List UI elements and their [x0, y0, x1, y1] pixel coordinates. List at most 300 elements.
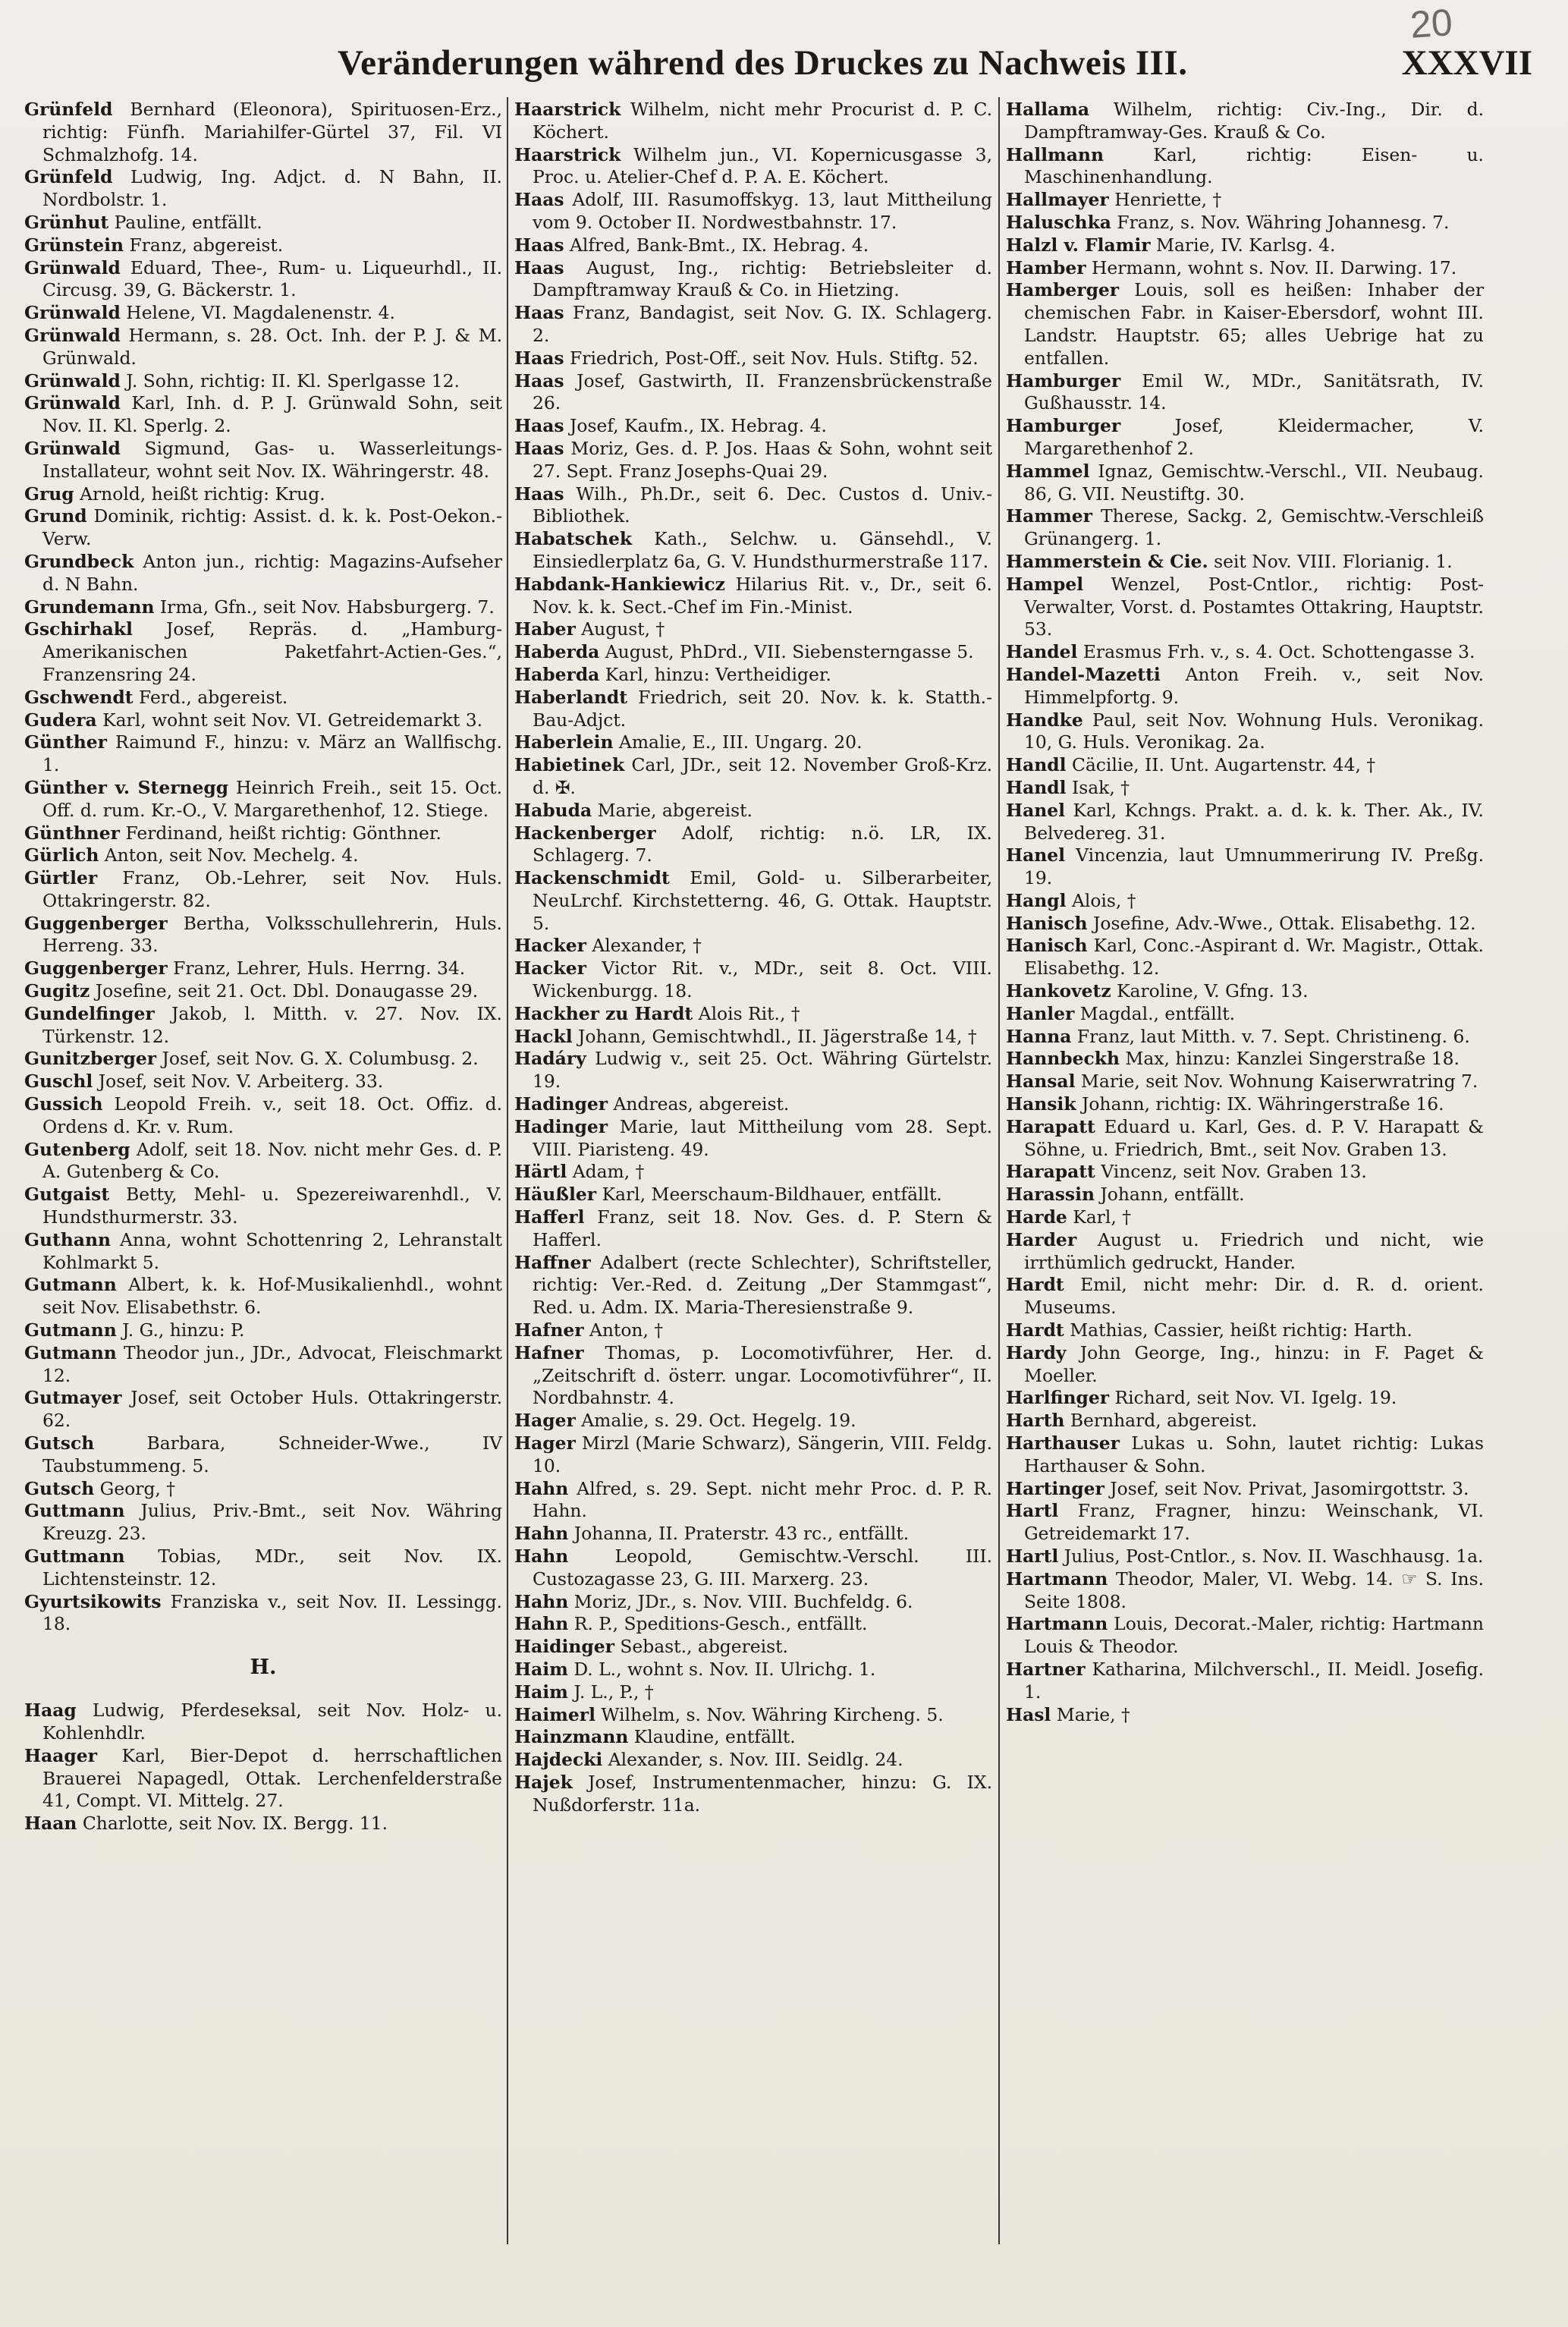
entry-details: Johanna, II. Praterstr. 43 rc., entfällt. [573, 1523, 910, 1545]
entry-surname: Hartl [1006, 1546, 1059, 1567]
entry-surname: Grünwald [24, 437, 121, 459]
entry-surname: Handl [1006, 776, 1067, 798]
entry-surname: Hallmann [1006, 143, 1104, 165]
entry-surname: Handke [1006, 709, 1083, 731]
entry-details: Hermann, wohnt s. Nov. II. Darwing. 17. [1092, 256, 1457, 278]
directory-entry [514, 1161, 992, 1184]
directory-entry [24, 257, 502, 303]
directory-entry [24, 1432, 502, 1478]
directory-entry [514, 1184, 992, 1206]
directory-entry [514, 1319, 992, 1342]
entry-details: Carl, JDr., seit 12. November Groß-Krz. d. ✠. [533, 754, 992, 798]
entry-details: Emil, Gold- u. Silberarbeiter, NeuLrchf. Kirchstetterng. 46, G. Ottak. Hauptstr. 5. [533, 867, 993, 934]
entry-surname: Haberda [514, 641, 600, 663]
entry-details: Karl, † [1073, 1206, 1131, 1228]
directory-entry [1006, 709, 1484, 755]
directory-entry [24, 867, 502, 913]
directory-entry [514, 234, 992, 257]
entry-details: Ferdinand, heißt richtig: Gönthner. [125, 822, 441, 844]
directory-entry [1006, 800, 1484, 845]
entry-surname: Hafferl [514, 1206, 585, 1228]
directory-entry [1006, 1116, 1484, 1162]
directory-entry [1006, 980, 1484, 1003]
entry-surname: Gutmann [24, 1341, 117, 1363]
entry-details: Max, hinzu: Kanzlei Singerstraße 18. [1125, 1048, 1460, 1070]
entry-details: Josefine, Adv.-Wwe., Ottak. Elisabethg. 12. [1093, 912, 1476, 934]
entry-surname: Grünfeld [24, 166, 113, 188]
entry-details: Adolf, seit 18. Nov. nicht mehr Ges. d. P. A. Gutenberg & Co. [42, 1138, 503, 1183]
directory-entry [24, 958, 502, 980]
entry-surname: Hansik [1006, 1093, 1076, 1115]
entry-details: Josefine, seit 21. Oct. Dbl. Donaugasse 29. [95, 980, 479, 1002]
entry-surname: Hamburger [1006, 369, 1121, 392]
entry-details: August u. Friedrich und nicht, wie irrthümlich gedruckt, Hander. [1024, 1228, 1485, 1273]
directory-entry [514, 257, 992, 303]
entry-surname: Hahn [514, 1590, 569, 1612]
entry-surname: Haber [514, 618, 576, 640]
directory-entry [24, 370, 502, 393]
directory-entry [1006, 551, 1484, 574]
directory-entry [24, 1387, 502, 1432]
directory-entry [514, 754, 992, 800]
entry-details: Erasmus Frh. v., s. 4. Oct. Schottengasse 3. [1083, 641, 1475, 663]
entry-surname: Hanisch [1006, 912, 1088, 934]
entry-details: Mirzl (Marie Schwarz), Sängerin, VIII. Feldg. 10. [533, 1432, 993, 1476]
directory-entry [24, 777, 502, 822]
entry-details: Cäcilie, II. Unt. Augartenstr. 44, † [1071, 754, 1376, 776]
entry-surname: Hanel [1006, 799, 1066, 821]
directory-entry [1006, 913, 1484, 936]
entry-details: Karl, Kchngs. Prakt. a. d. k. k. Ther. Ak., IV. Belvedereg. 31. [1024, 799, 1484, 844]
directory-entry [1006, 664, 1484, 709]
entry-surname: Harder [1006, 1228, 1077, 1250]
entry-surname: Harapatt [1006, 1161, 1095, 1183]
entry-details: Josef, Kaufm., IX. Hebrag. 4. [570, 415, 827, 437]
directory-entry [514, 1591, 992, 1614]
entry-surname: Hallmayer [1006, 189, 1109, 211]
handwritten-page-mark: 20 [1409, 1, 1454, 46]
entry-surname: Gutsch [24, 1477, 95, 1499]
column-divider [998, 97, 1000, 2244]
directory-entry [1006, 1342, 1484, 1388]
entry-surname: Guttmann [24, 1500, 125, 1522]
entry-details: Georg, † [99, 1477, 175, 1499]
entry-details: Hilarius Rit. v., Dr., seit 6. Nov. k. k. Sect.-Chef im Fin.-Minist. [533, 573, 992, 618]
entry-details: Karl, Meerschaum-Bildhauer, entfällt. [602, 1184, 942, 1206]
entry-details: Josef, Repräs. d. „Hamburg-Amerikanischen Paketfahrt-Actien-Ges.“, Franzensring 24. [42, 618, 502, 685]
entry-details: Karl, Bier-Depot d. herrschaftlichen Brauerei Napagedl, Ottak. Lerchenfelderstraße 41, Compt. VI. Mittelg. 27. [42, 1744, 503, 1812]
entry-surname: Hannbeckh [1006, 1048, 1120, 1070]
directory-entry [1006, 641, 1484, 664]
directory-entry [24, 99, 502, 166]
entry-surname: Grug [24, 483, 74, 505]
entry-details: Friedrich, seit 20. Nov. k. k. Statth.-Bau-Adjct. [533, 686, 992, 731]
directory-entry [514, 1772, 992, 1817]
directory-entry [514, 528, 992, 574]
entry-surname: Haffner [514, 1251, 591, 1273]
entry-surname: Hadáry [514, 1048, 586, 1070]
entry-details: Marie, abgereist. [597, 799, 753, 821]
directory-entry [1006, 415, 1484, 461]
entry-surname: Haberlein [514, 731, 614, 753]
entry-surname: Hadinger [514, 1115, 608, 1137]
entry-surname: Guggenberger [24, 912, 168, 934]
directory-entry [24, 1745, 502, 1813]
directory-entry [514, 1546, 992, 1591]
directory-entry [514, 1093, 992, 1116]
entry-details: August, † [581, 618, 665, 640]
directory-entry [24, 1319, 502, 1342]
entry-details: August, Ing., richtig: Betriebsleiter d. Dampftramway Krauß & Co. in Hietzing. [533, 256, 992, 301]
directory-entry [1006, 189, 1484, 212]
entry-surname: Häußler [514, 1184, 597, 1206]
entry-details: Josef, Instrumentenmacher, hinzu: G. IX. Nußdorferstr. 11a. [533, 1771, 993, 1816]
directory-entry [514, 1726, 992, 1749]
entry-details: Charlotte, seit Nov. IX. Bergg. 11. [82, 1813, 388, 1835]
directory-entry [24, 1342, 502, 1388]
entry-surname: Guschl [24, 1071, 93, 1093]
directory-entry [24, 392, 502, 438]
directory-entry [1006, 1274, 1484, 1319]
directory-entry [1006, 257, 1484, 280]
directory-entry [1006, 1568, 1484, 1614]
entry-details: Franz, Fragner, hinzu: Weinschank, VI. Getreidemarkt 17. [1024, 1500, 1484, 1545]
entry-surname: Hartmann [1006, 1613, 1108, 1635]
entry-details: Josef, seit October Huls. Ottakringerstr. 62. [42, 1387, 503, 1432]
entry-details: Wenzel, Post-Cntlor., richtig: Post-Verwalter, Vorst. d. Postamtes Ottakring, Hauptstr. 53. [1024, 573, 1484, 640]
section-letter-h: H. [250, 1656, 277, 1680]
directory-entry [1006, 1704, 1484, 1727]
entry-details: Josef, Kleidermacher, V. Margarethenhof 2. [1024, 415, 1485, 459]
entry-details: Josef, seit Nov. G. X. Columbusg. 2. [162, 1048, 479, 1070]
column-1 [24, 99, 502, 1835]
directory-entry [514, 1659, 992, 1681]
entry-details: Friedrich, Post-Off., seit Nov. Huls. Stiftg. 52. [570, 347, 979, 369]
entry-surname: Hacker [514, 935, 586, 957]
entry-details: D. L., wohnt s. Nov. II. Ulrichg. 1. [573, 1658, 876, 1680]
directory-entry [24, 212, 502, 234]
directory-entry [514, 1116, 992, 1162]
entry-details: Irma, Gfn., seit Nov. Habsburgerg. 7. [159, 596, 495, 618]
entry-surname: Gutenberg [24, 1138, 130, 1160]
entry-surname: Hammer [1006, 505, 1092, 527]
directory-entry [1006, 1071, 1484, 1093]
entry-surname: Hacker [514, 958, 586, 980]
entry-details: Wilh., Ph.Dr., seit 6. Dec. Custos d. Univ.-Bibliothek. [533, 483, 992, 527]
directory-entry [24, 822, 502, 845]
directory-entry [24, 844, 502, 867]
entry-surname: Haag [24, 1700, 77, 1722]
entry-surname: Grünfeld [24, 99, 113, 120]
directory-entry [24, 1813, 502, 1835]
entry-surname: Haidinger [514, 1636, 614, 1658]
directory-entry [1006, 144, 1484, 190]
column-1-entries [24, 99, 502, 1636]
directory-entry [514, 574, 992, 619]
entry-details: Arnold, heißt richtig: Krug. [80, 483, 325, 505]
entry-details: Josef, seit Nov. Privat, Jasomirgottstr. 3. [1110, 1477, 1469, 1499]
entry-details: John George, Ing., hinzu: in F. Paget & Moeller. [1024, 1341, 1484, 1386]
entry-surname: Hangl [1006, 889, 1067, 911]
entry-details: Sebast., abgereist. [620, 1636, 788, 1658]
entry-surname: Harlfinger [1006, 1387, 1110, 1409]
entry-surname: Gyurtsikowits [24, 1590, 162, 1612]
entry-surname: Härtl [514, 1161, 567, 1183]
entry-details: Sigmund, Gas- u. Wasserleitungs-Installateur, wohnt seit Nov. IX. Währingerstr. 48. [42, 437, 502, 482]
entry-surname: Hahn [514, 1546, 569, 1567]
directory-entry [1006, 1048, 1484, 1071]
directory-entry [24, 166, 502, 212]
entry-details: Adolf, richtig: n.ö. LR, IX. Schlagerg. 7. [533, 822, 992, 866]
entry-details: Isak, † [1071, 776, 1130, 798]
directory-entry [514, 1003, 992, 1026]
directory-entry [1006, 212, 1484, 234]
entry-details: Karl, wohnt seit Nov. VI. Getreidemarkt 3. [102, 709, 483, 731]
directory-entry [24, 1274, 502, 1319]
directory-entry [1006, 1387, 1484, 1410]
entry-surname: Hartner [1006, 1658, 1086, 1680]
column-2-entries [514, 99, 992, 1817]
entry-surname: Haas [514, 437, 564, 459]
entry-surname: Hajdecki [514, 1749, 603, 1771]
entry-surname: Grünwald [24, 324, 121, 346]
entry-details: J. L., P., † [573, 1681, 654, 1703]
entry-surname: Hager [514, 1432, 576, 1454]
entry-details: Franz, Ob.-Lehrer, seit Nov. Huls. Ottakringerstr. 82. [42, 867, 503, 911]
entry-details: Paul, seit Nov. Wohnung Huls. Veronikag. 10, G. Huls. Veronikag. 2a. [1024, 709, 1485, 753]
column-1-entries-after [24, 1700, 502, 1835]
entry-surname: Haarstrick [514, 99, 621, 120]
entry-details: Tobias, MDr., seit Nov. IX. Lichtensteinstr. 12. [42, 1546, 503, 1590]
entry-details: Eduard, Thee-, Rum- u. Liqueurhdl., II. Circusg. 39, G. Bäckerstr. 1. [42, 256, 503, 301]
directory-entry [514, 144, 992, 190]
entry-surname: Günther [24, 731, 108, 753]
entry-details: Theodor jun., JDr., Advocat, Fleischmarkt 12. [42, 1341, 502, 1386]
directory-entry [24, 596, 502, 619]
entry-details: Raimund F., hinzu: v. März an Wallfischg. 1. [42, 731, 502, 776]
entry-details: Helene, VI. Magdalenenstr. 4. [126, 302, 395, 324]
directory-entry [514, 867, 992, 935]
entry-details: Anna, wohnt Schottenring 2, Lehranstalt Kohlmarkt 5. [42, 1228, 502, 1273]
entry-details: Victor Rit. v., MDr., seit 8. Oct. VIII. Wickenburgg. 18. [533, 958, 992, 1002]
entry-details: Franz, abgereist. [129, 234, 284, 256]
page-header [23, 42, 1532, 91]
entry-surname: Günthner [24, 822, 121, 844]
directory-entry [514, 1342, 992, 1410]
entry-details: Anton, seit Nov. Mechelg. 4. [104, 844, 359, 866]
directory-entry [1006, 279, 1484, 369]
directory-entry [514, 935, 992, 958]
directory-entry [514, 822, 992, 868]
entry-surname: Hardt [1006, 1319, 1064, 1341]
entry-surname: Gutmayer [24, 1387, 122, 1409]
entry-details: Mathias, Cassier, heißt richtig: Harth. [1070, 1319, 1412, 1341]
directory-entry [24, 1546, 502, 1591]
entry-surname: Haas [514, 347, 564, 369]
entry-surname: Grünhut [24, 211, 109, 233]
entry-details: Louis, soll es heißen: Inhaber der chemischen Fabr. in Kaiser-Ebersdorf, wohnt III. Landstr. Hauptstr. 65; alles Uebrige hat zu entfallen. [1024, 279, 1484, 369]
entry-details: Marie, seit Nov. Wohnung Kaiserwratring 7. [1080, 1071, 1478, 1093]
directory-entry [1006, 1229, 1484, 1275]
entry-surname: Hasl [1006, 1703, 1051, 1725]
directory-entry [1006, 1659, 1484, 1704]
entry-surname: Hackenberger [514, 822, 656, 844]
directory-entry [514, 1410, 992, 1432]
entry-details: J. Sohn, richtig: II. Kl. Sperlgasse 12. [126, 369, 460, 392]
entry-surname: Grundbeck [24, 550, 134, 572]
entry-surname: Hahn [514, 1477, 569, 1499]
directory-entry [24, 438, 502, 483]
entry-details: Johann, richtig: IX. Währingerstraße 16. [1081, 1093, 1444, 1115]
entry-surname: Hanler [1006, 1002, 1075, 1024]
directory-entry [24, 709, 502, 732]
entry-details: Jakob, l. Mitth. v. 27. Nov. IX. Türkenstr. 12. [42, 1002, 502, 1047]
entry-details: Louis, Decorat.-Maler, richtig: Hartmann Louis & Theodor. [1024, 1613, 1484, 1658]
entry-surname: Haas [514, 483, 564, 505]
entry-surname: Hartl [1006, 1500, 1059, 1522]
directory-entry [1006, 1206, 1484, 1229]
entry-details: Marie, † [1056, 1703, 1130, 1725]
directory-entry [24, 1003, 502, 1049]
directory-entry [24, 687, 502, 709]
entry-surname: Gundelfinger [24, 1002, 155, 1024]
directory-entry [1006, 234, 1484, 257]
entry-details: Alois, † [1071, 889, 1136, 911]
directory-entry [1006, 1478, 1484, 1501]
entry-surname: Gürlich [24, 844, 99, 866]
entry-surname: Haarstrick [514, 143, 621, 165]
entry-surname: Haas [514, 189, 564, 211]
entry-details: Adolf, III. Rasumoffskyg. 13, laut Mittheilung vom 9. October II. Nordwestbahnstr. 17. [533, 189, 993, 233]
directory-entry [514, 1681, 992, 1704]
entry-surname: Haas [514, 234, 564, 256]
entry-details: Eduard u. Karl, Ges. d. P. V. Harapatt & Söhne, u. Friedrich, Bmt., seit Nov. Graben 13. [1024, 1115, 1485, 1160]
entry-details: Anton Freih. v., seit Nov. Himmelpfortg. 9. [1024, 663, 1485, 708]
entry-surname: Harde [1006, 1206, 1067, 1228]
entry-surname: Hankovetz [1006, 980, 1111, 1002]
entry-surname: Handel-Mazetti [1006, 663, 1161, 685]
column-3 [1006, 99, 1484, 1726]
entry-details: Alois Rit., † [698, 1002, 800, 1024]
directory-entry [514, 302, 992, 347]
entry-surname: Hahn [514, 1523, 569, 1545]
entry-surname: Guggenberger [24, 958, 168, 980]
entry-details: Henriette, † [1114, 189, 1222, 211]
entry-surname: Grünwald [24, 369, 121, 392]
entry-surname: Haan [24, 1813, 77, 1835]
entry-details: Karoline, V. Gfng. 13. [1117, 980, 1309, 1002]
entry-details: Marie, laut Mittheilung vom 28. Sept. VIII. Piaristeng. 49. [533, 1115, 992, 1160]
entry-surname: Hamberger [1006, 279, 1120, 301]
entry-details: Betty, Mehl- u. Spezereiwarenhdl., V. Hundsthurmerstr. 33. [42, 1184, 503, 1228]
entry-surname: Hartmann [1006, 1568, 1108, 1590]
entry-surname: Handel [1006, 641, 1078, 663]
directory-entry [514, 1252, 992, 1319]
column-2 [514, 99, 992, 1817]
entry-details: Moriz, JDr., s. Nov. VIII. Buchfeldg. 6. [573, 1590, 913, 1612]
entry-details: Kath., Selchw. u. Gänsehdl., V. Einsiedlerplatz 6a, G. V. Hundsthurmerstraße 117. [533, 528, 992, 572]
entry-details: Josef, seit Nov. V. Arbeiterg. 33. [98, 1071, 384, 1093]
entry-details: Wilhelm, s. Nov. Währing Kircheng. 5. [601, 1703, 944, 1725]
directory-entry [514, 687, 992, 732]
entry-surname: Hamber [1006, 256, 1086, 278]
directory-entry [514, 1613, 992, 1636]
entry-details: Bertha, Volksschullehrerin, Huls. Herreng. 33. [42, 912, 502, 957]
entry-details: Vincenz, seit Nov. Graben 13. [1101, 1161, 1367, 1183]
directory-entry [1006, 1410, 1484, 1432]
entry-details: J. G., hinzu: P. [122, 1319, 245, 1341]
entry-surname: Haas [514, 369, 564, 392]
entry-details: Wilhelm, nicht mehr Procurist d. P. C. Köchert. [533, 99, 993, 143]
entry-details: Amalie, E., III. Ungarg. 20. [618, 731, 863, 753]
entry-details: Karl, Inh. d. P. J. Grünwald Sohn, seit Nov. II. Kl. Sperlg. 2. [42, 392, 502, 437]
directory-entry [1006, 777, 1484, 800]
directory-entry [1006, 1093, 1484, 1116]
entry-details: Johann, Gemischtwhdl., II. Jägerstraße 14, † [578, 1025, 977, 1047]
entry-details: Therese, Sackg. 2, Gemischtw.-Verschleiß Grünangerg. 1. [1024, 505, 1484, 550]
directory-entry [24, 234, 502, 257]
entry-details: Moriz, Ges. d. P. Jos. Haas & Sohn, wohnt seit 27. Sept. Franz Josephs-Quai 29. [533, 437, 993, 482]
entry-surname: Grünwald [24, 256, 121, 278]
entry-surname: Gschirhakl [24, 618, 133, 640]
entry-surname: Haluschka [1006, 211, 1111, 233]
entry-surname: Hackl [514, 1025, 573, 1047]
entry-surname: Gürtler [24, 867, 98, 889]
entry-details: Karl, Conc.-Aspirant d. Wr. Magistr., Ottak. Elisabethg. 12. [1024, 935, 1484, 980]
entry-surname: Günther v. Sternegg [24, 776, 229, 798]
directory-entry [24, 1229, 502, 1275]
entry-surname: Hahn [514, 1613, 569, 1635]
entry-details: Franziska v., seit Nov. II. Lessingg. 18. [42, 1590, 502, 1635]
entry-surname: Hadinger [514, 1093, 608, 1115]
entry-surname: Guthann [24, 1228, 111, 1250]
entry-details: R. P., Speditions-Gesch., entfällt. [573, 1613, 868, 1635]
directory-entry [24, 325, 502, 370]
entry-details: Bernhard, abgereist. [1070, 1410, 1258, 1432]
entry-surname: Halzl v. Flamir [1006, 234, 1151, 256]
directory-entry [514, 347, 992, 370]
entry-surname: Hajek [514, 1771, 573, 1793]
directory-entry [24, 483, 502, 506]
entry-details: Ignaz, Gemischtw.-Verschl., VII. Neubaug. 86, G. VII. Neustiftg. 30. [1024, 460, 1484, 505]
entry-details: Bernhard (Eleonora), Spirituosen-Erz., richtig: Fünfh. Mariahilfer-Gürtel 37, Fil. VI Schmalzhofg. 14. [42, 99, 502, 165]
entry-details: Albert, k. k. Hof-Musikalienhdl., wohnt seit Nov. Elisabethstr. 6. [42, 1274, 502, 1319]
entry-surname: Haberlandt [514, 686, 628, 708]
directory-entry [514, 1478, 992, 1524]
entry-details: Franz, Lehrer, Huls. Herrng. 34. [173, 958, 466, 980]
entry-surname: Gugitz [24, 980, 90, 1002]
entry-details: Alexander, † [592, 935, 702, 957]
directory-entry [514, 800, 992, 822]
entry-details: Leopold, Gemischtw.-Verschl. III. Custozagasse 23, G. III. Marxerg. 23. [533, 1546, 993, 1590]
entry-details: Anton, † [589, 1319, 664, 1341]
directory-entry [1006, 370, 1484, 416]
directory-entry [514, 1636, 992, 1659]
entry-surname: Gussich [24, 1093, 103, 1115]
directory-entry [1006, 574, 1484, 641]
directory-entry [24, 980, 502, 1003]
directory-entry [514, 415, 992, 438]
entry-details: Wilhelm, richtig: Civ.-Ing., Dir. d. Dampftramway-Ges. Krauß & Co. [1024, 99, 1485, 143]
directory-entry [24, 505, 502, 551]
entry-surname: Hafner [514, 1319, 584, 1341]
entry-surname: Haimerl [514, 1703, 595, 1725]
entry-surname: Haas [514, 415, 564, 437]
directory-entry [1006, 1546, 1484, 1568]
directory-entry [24, 1071, 502, 1093]
entry-details: Emil, nicht mehr: Dir. d. R. d. orient. Museums. [1024, 1274, 1484, 1319]
directory-entry [24, 302, 502, 325]
